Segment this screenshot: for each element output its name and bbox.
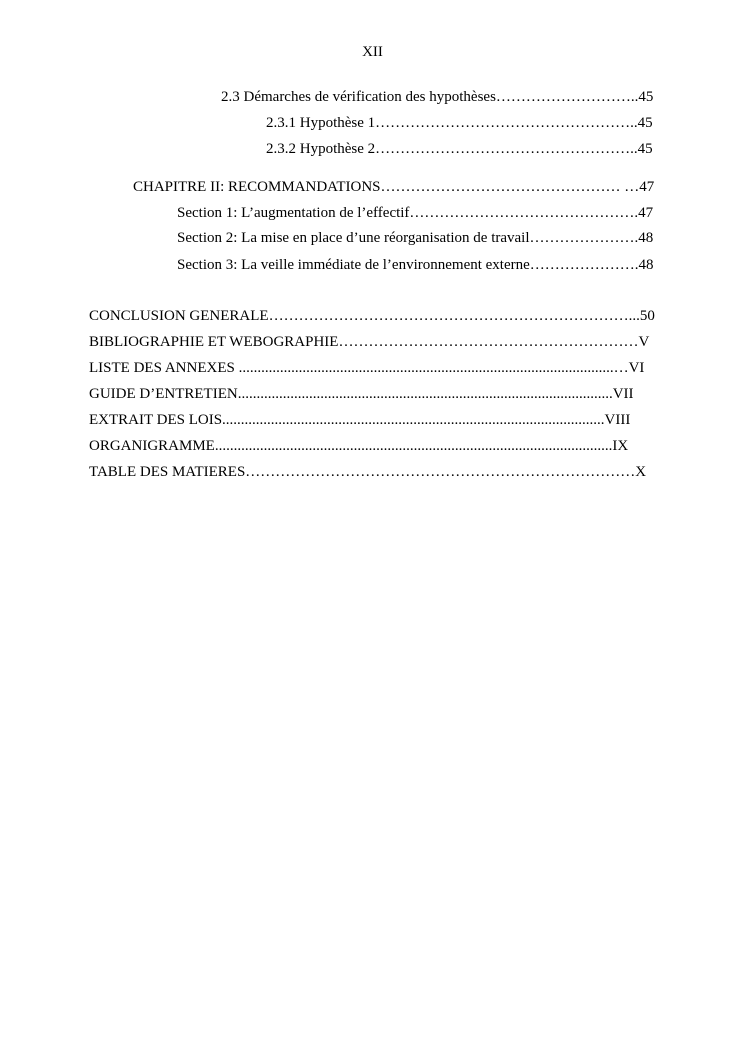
toc-entry-section-2: Section 2: La mise en place d’une réorganisation de travail………………….48 [177,230,654,246]
toc-entry-2-3-2: 2.3.2 Hypothèse 2……………………………………………..45 [266,141,653,157]
toc-entry-2-3: 2.3 Démarches de vérification des hypothèses………………………..45 [221,89,654,105]
toc-entry-2-3-1: 2.3.1 Hypothèse 1……………………………………………..45 [266,115,653,131]
toc-entry-table-matieres: TABLE DES MATIERES……………………………………………………………………X [89,464,647,480]
toc-entry-bibliographie: BIBLIOGRAPHIE ET WEBOGRAPHIE……………………………………………………V [89,334,650,350]
toc-entry-section-3: Section 3: La veille immédiate de l’environnement externe………………….48 [177,257,654,273]
toc-entry-extrait-lois: EXTRAIT DES LOIS......................................................................................................VIII [89,412,631,428]
toc-entry-section-1: Section 1: L’augmentation de l’effectif……………………………………….47 [177,205,654,221]
page-number: XII [362,44,383,60]
toc-entry-chapitre-2: CHAPITRE II: RECOMMANDATIONS………………………………………… …47 [133,179,655,195]
toc-entry-organigramme: ORGANIGRAMME..........................................................................................................IX [89,438,629,454]
toc-entry-conclusion: CONCLUSION GENERALE………………………………………………………………...50 [89,308,655,324]
toc-entry-guide: GUIDE D’ENTRETIEN....................................................................................................VII [89,386,634,402]
toc-entry-annexes: LISTE DES ANNEXES ....................................................................................................…VI [89,360,645,376]
